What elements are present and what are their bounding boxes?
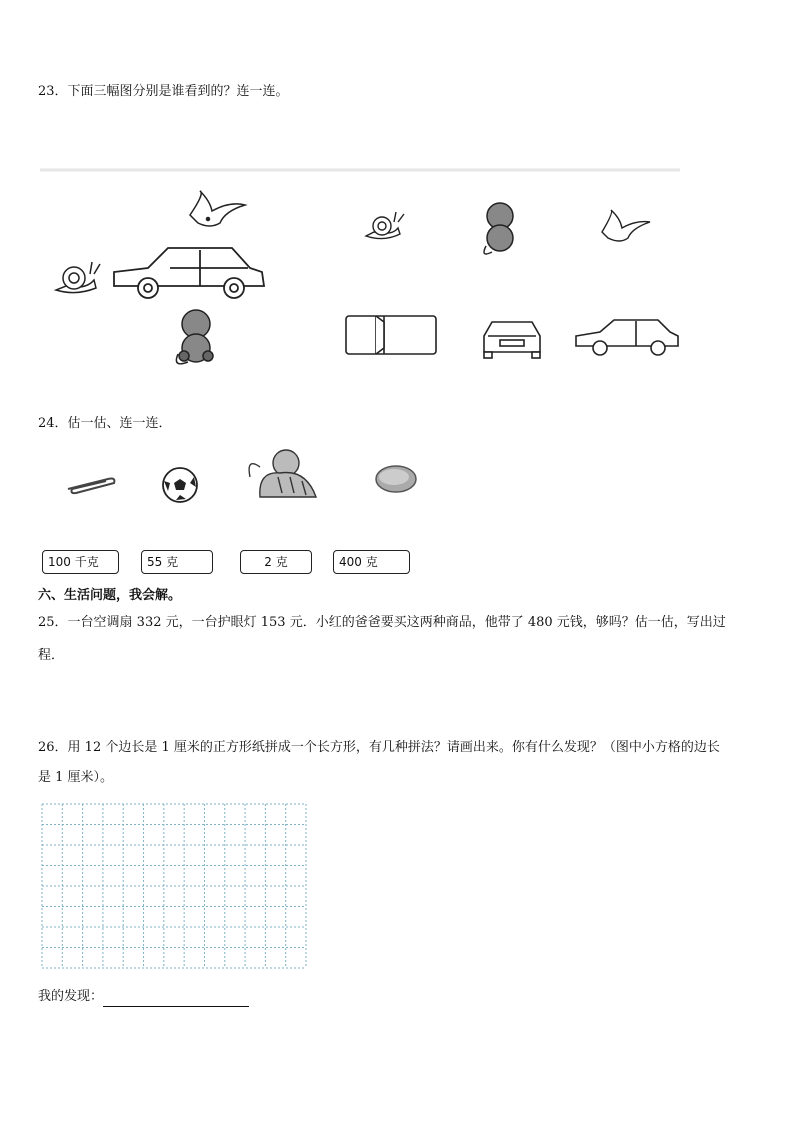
bird-icon	[190, 191, 245, 226]
monkey-icon	[176, 310, 213, 364]
car-side-small-icon	[576, 320, 678, 355]
q25-line2: 程．	[38, 648, 65, 663]
square-grid	[40, 802, 308, 970]
option-400g: 400 克	[333, 550, 410, 574]
finding-line	[38, 987, 249, 1007]
car-top-icon	[346, 316, 436, 354]
coin-icon	[376, 466, 416, 492]
car-side-icon	[114, 248, 264, 298]
finding-answer-blank[interactable]	[103, 992, 249, 1007]
tiger-icon	[249, 450, 316, 497]
car-front-icon	[484, 322, 540, 358]
soccer-ball-icon	[163, 468, 197, 502]
snail-icon	[56, 262, 100, 293]
q24-text: 24．估一估、连一连．	[38, 416, 172, 431]
finding-label: 我的发现：	[38, 989, 104, 1004]
q23-text: 23．下面三幅图分别是谁看到的？连一连。	[38, 84, 289, 99]
section-title: 六、生活问题，我会解。	[38, 588, 182, 603]
option-2g: 2 克	[240, 550, 312, 574]
option-100kg: 100 千克	[42, 550, 119, 574]
q23-figure	[40, 168, 680, 378]
q26-line2: 是 1 厘米）。	[38, 770, 114, 785]
q24-figure	[60, 445, 440, 505]
bird-small-icon	[602, 210, 650, 241]
q25-line1: 25．一台空调扇 332 元，一台护眼灯 153 元．小红的爸爸要买这两种商品，他带了 480 元钱，够吗？估一估，写出过	[38, 615, 726, 630]
monkey-back-icon	[484, 203, 513, 254]
snail-small-icon	[366, 212, 404, 239]
paperclip-icon	[68, 479, 114, 494]
q26-line1: 26．用 12 个边长是 1 厘米的正方形纸拼成一个长方形，有几种拼法？请画出来。你有什么发现？（图中小方格的边长	[38, 740, 720, 755]
option-55g: 55 克	[141, 550, 213, 574]
